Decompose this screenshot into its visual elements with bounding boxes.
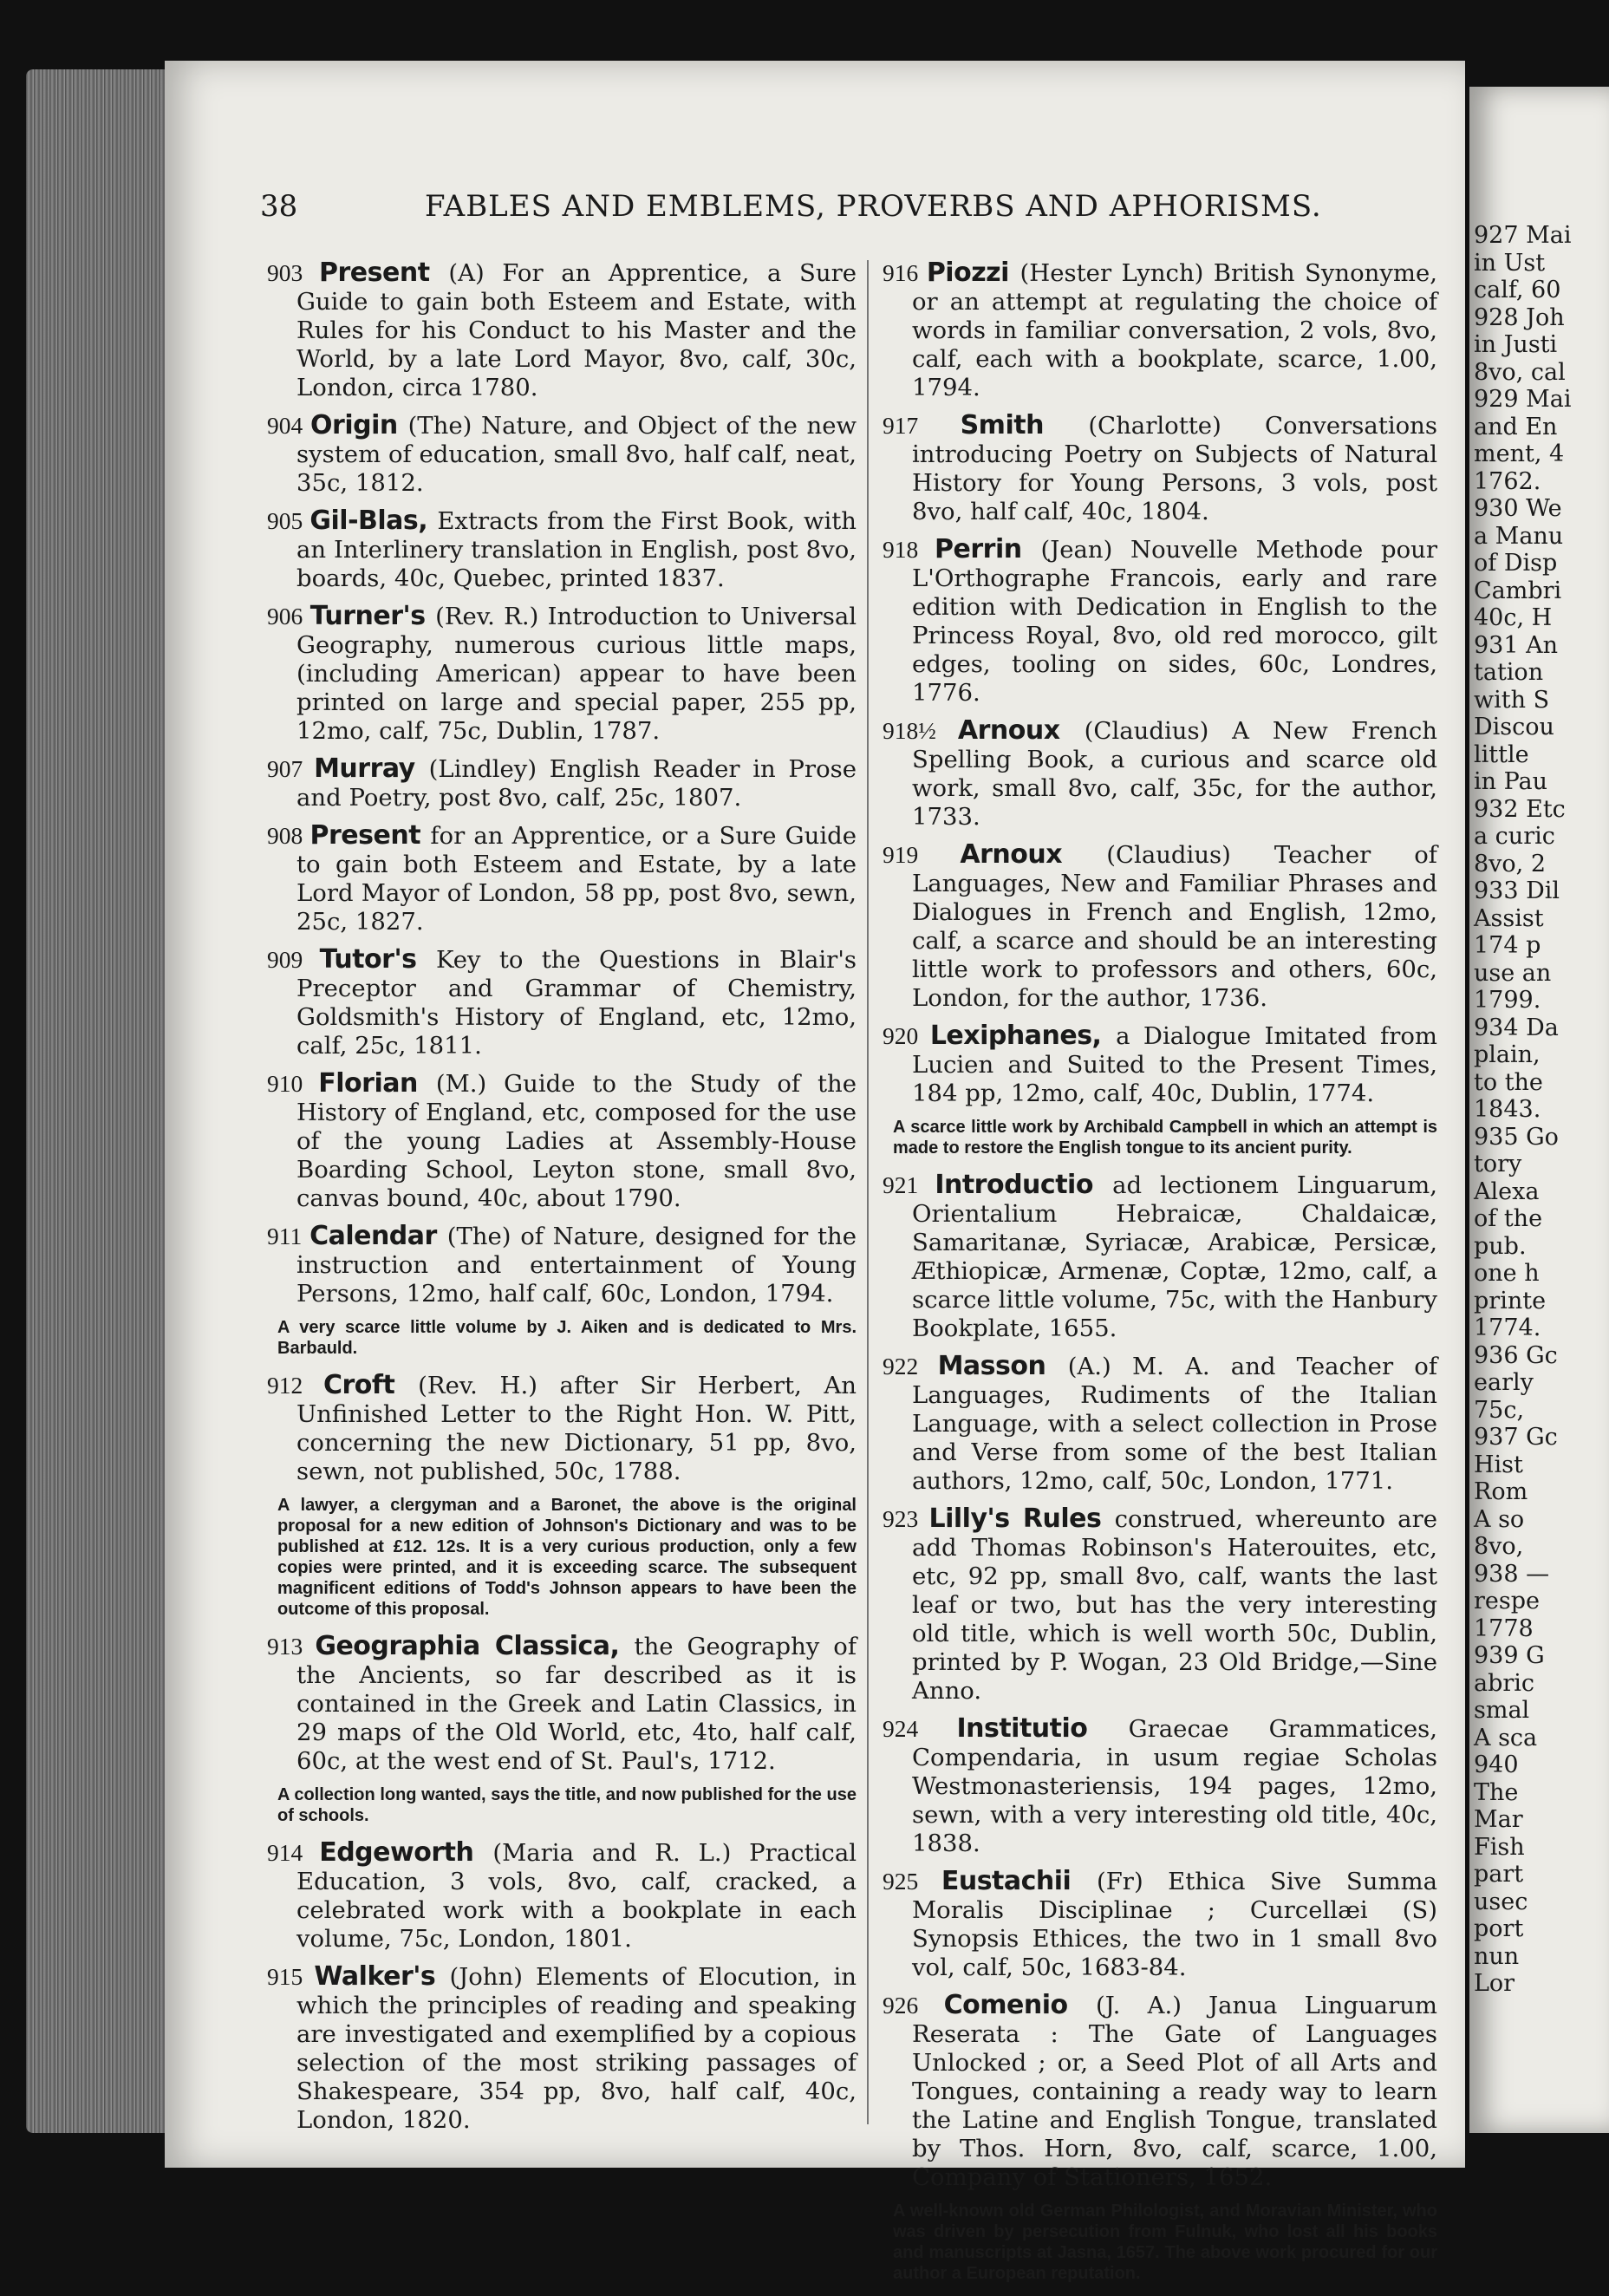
adjacent-page-fragment: 8vo, cal xyxy=(1474,358,1566,386)
entry-number: 917 xyxy=(883,412,961,439)
entry-heading: Masson xyxy=(937,1351,1068,1381)
entry-body xyxy=(267,821,857,936)
entry-body xyxy=(267,1962,857,2135)
adjacent-page-fragment: 932 Etc xyxy=(1474,795,1566,823)
page-header xyxy=(260,189,1456,241)
adjacent-page-fragment: 939 G xyxy=(1474,1642,1545,1669)
entry-number: 908 xyxy=(267,822,310,849)
adjacent-page-fragment: 937 Gc xyxy=(1474,1424,1558,1451)
entry-body xyxy=(267,411,857,498)
adjacent-page-fragment: 936 Gc xyxy=(1474,1341,1558,1369)
entry-body xyxy=(267,1222,857,1308)
adjacent-page-fragment: 927 Mai xyxy=(1474,222,1572,249)
adjacent-page-fragment: Rom xyxy=(1474,1478,1528,1505)
adjacent-page-fragment: one h xyxy=(1474,1260,1540,1287)
adjacent-page-fragment: printe xyxy=(1474,1287,1547,1314)
adjacent-page-fragment: usec xyxy=(1474,1888,1528,1915)
entry-heading: Walker's xyxy=(314,1961,450,1992)
adjacent-page-fragment: and En xyxy=(1474,413,1558,440)
entry-description: (Lindley) English Reader in Prose and Poetry, post 8vo, calf, 25c, 1807. xyxy=(296,755,857,812)
adjacent-page-fragment: tory xyxy=(1474,1151,1522,1177)
entry-note: A very scarce little volume by J. Aiken and is dedicated to Mrs. Barbauld. xyxy=(277,1318,857,1358)
adjacent-page-fragment: 928 Joh xyxy=(1474,303,1565,331)
adjacent-page-fragment: 929 Mai xyxy=(1474,386,1572,413)
adjacent-page-fragment: 1778 xyxy=(1474,1614,1534,1642)
catalog-entry xyxy=(883,716,1437,832)
adjacent-page-fragment: to the xyxy=(1474,1068,1543,1096)
entry-body xyxy=(267,506,857,593)
entry-description: (Hester Lynch) British Synonyme, or an attempt at regulating the choice of words in familiar conversation, 2 vols, 8vo, calf, each with a bookplate, scarce, 1.00, 1794. xyxy=(912,259,1438,401)
catalog-entry xyxy=(883,1714,1437,1858)
catalog-entry xyxy=(267,506,857,593)
entry-description: Graecae Grammatices, Compendaria, in usum regiae Scholas Westmonasteriensis, 194 pages, 12mo, sewn, with a very interesting old title, 40c, 1838. xyxy=(912,1715,1438,1857)
entry-body xyxy=(883,1714,1437,1858)
entry-heading: Edgeworth xyxy=(319,1837,493,1868)
entry-number: 919 xyxy=(883,841,961,868)
entry-heading: Arnoux xyxy=(960,839,1107,870)
entry-heading: Murray xyxy=(314,753,429,784)
page-number: 38 xyxy=(260,189,298,224)
catalog-entry xyxy=(267,1222,857,1308)
entry-heading: Piozzi xyxy=(926,258,1020,288)
adjacent-page-fragment: plain, xyxy=(1474,1041,1541,1068)
catalog-entry xyxy=(267,258,857,402)
catalog-entry xyxy=(883,840,1437,1013)
adjacent-page-fragment: 1843. xyxy=(1474,1096,1541,1123)
entry-number: 909 xyxy=(267,946,320,973)
entry-number: 926 xyxy=(883,1992,944,2019)
entry-heading: Tutor's xyxy=(319,944,436,975)
entry-body xyxy=(267,1838,857,1954)
entry-description: Extracts from the First Book, with an Interlinery translation in English, post 8vo, boards, 40c, Quebec, printed 1837. xyxy=(296,507,857,592)
adjacent-page-fragment: Mar xyxy=(1474,1806,1523,1833)
right-column xyxy=(883,258,1437,2296)
adjacent-page-fragment: port xyxy=(1474,1915,1524,1942)
catalog-entry xyxy=(883,1021,1437,1108)
catalog-entry xyxy=(267,1632,857,1776)
adjacent-page-fragment: Hist xyxy=(1474,1451,1523,1478)
entry-description: (A.) M. A. and Teacher of Languages, Rudiments of the Italian Language, with a select collection in Prose and Verse from some of the best Italian authors, 12mo, calf, 50c, London, 1771. xyxy=(912,1353,1437,1495)
adjacent-page-fragment: Fish xyxy=(1474,1833,1525,1861)
catalog-entry xyxy=(883,1171,1437,1343)
entry-body xyxy=(883,258,1437,402)
entry-description: (Fr) Ethica Sive Summa Moralis Disciplinae ; Curcellæi (S) Synopsis Ethices, the two in 1 small 8vo vol, calf, 50c, 1683-84. xyxy=(912,1868,1437,1981)
entry-number: 906 xyxy=(267,603,310,629)
adjacent-page-fragment: 931 An xyxy=(1474,631,1559,659)
entry-heading: Florian xyxy=(318,1068,436,1099)
entry-number: 911 xyxy=(267,1223,310,1249)
catalog-entry xyxy=(267,602,857,746)
adjacent-page-fragment: Lor xyxy=(1474,1970,1515,1997)
adjacent-page-fragment: use an xyxy=(1474,959,1552,987)
entry-body xyxy=(267,754,857,812)
entry-heading: Introductio xyxy=(935,1170,1113,1200)
entry-description: the Geography of the Ancients, so far described as it is contained in the Greek and Latin Classics, in 29 maps of the Old World, etc, 4to, half calf, 60c, at the west end of St. Paul's, 1712. xyxy=(296,1633,857,1775)
adjacent-page-fragment: 1762. xyxy=(1474,467,1541,495)
adjacent-page-fragment: of Disp xyxy=(1474,550,1558,577)
catalog-entry xyxy=(267,411,857,498)
entry-note: A collection long wanted, says the title, and now published for the use of schools. xyxy=(277,1785,857,1825)
adjacent-page-fragment: Alexa xyxy=(1474,1177,1540,1205)
entry-description: (Claudius) A New French Spelling Book, a curious and scarce old work, small 8vo, calf, 35c, for the author, 1733. xyxy=(912,717,1437,831)
entry-description: (Claudius) Teacher of Languages, New and Familiar Phrases and Dialogues in French and English, 12mo, calf, a scarce and should be an interesting little work to professors and others, 60c, London, for the author, 1736. xyxy=(912,841,1437,1012)
entry-body xyxy=(883,1867,1437,1982)
adjacent-page-fragment: 1774. xyxy=(1474,1314,1541,1341)
entry-heading: Present xyxy=(319,258,449,288)
entry-body xyxy=(267,945,857,1060)
entry-number: 907 xyxy=(267,755,315,782)
entry-body xyxy=(883,840,1437,1013)
catalog-entry xyxy=(883,258,1437,402)
entry-number: 903 xyxy=(267,259,320,286)
catalog-entry xyxy=(883,1867,1437,1982)
entry-heading: Calendar xyxy=(309,1221,447,1251)
entry-body xyxy=(267,258,857,402)
adjacent-page-fragment: in Justi xyxy=(1474,331,1558,358)
entry-body xyxy=(883,1991,1437,2192)
entry-heading: Perrin xyxy=(935,534,1041,564)
entry-body xyxy=(883,1171,1437,1343)
catalog-entry xyxy=(883,1504,1437,1706)
adjacent-page-fragment: 934 Da xyxy=(1474,1014,1559,1041)
adjacent-page-fragment: 935 Go xyxy=(1474,1123,1559,1151)
running-title: FABLES AND EMBLEMS, PROVERBS AND APHORISMS. xyxy=(425,189,1322,224)
entry-body xyxy=(267,1069,857,1213)
entry-body xyxy=(267,1632,857,1776)
entry-description: ad lectionem Linguarum, Orientalium Hebraicæ, Chaldaicæ, Samaritanæ, Syriacæ, Arabicæ, Persicæ, Æthiopicæ, Armenæ, Coptæ, 12mo, calf, a scarce little volume, 75c, with the Hanbury Bookplate, 1655. xyxy=(912,1171,1438,1342)
entry-description: a Dialogue Imitated from Lucien and Suited to the Present Times, 184 pp, 12mo, calf, 40c, Dublin, 1774. xyxy=(912,1022,1437,1107)
adjacent-page-fragment: tation xyxy=(1474,659,1544,686)
entry-heading: Gil-Blas, xyxy=(309,506,438,536)
entry-number: 915 xyxy=(267,1963,315,1990)
adjacent-page-fragment: a curic xyxy=(1474,823,1555,850)
adjacent-page-fragment: in Ust xyxy=(1474,249,1546,277)
entry-number: 922 xyxy=(883,1353,938,1380)
entry-heading: Lilly's Rules xyxy=(928,1503,1115,1534)
column-divider xyxy=(867,260,869,2124)
entry-body xyxy=(883,1021,1437,1108)
adjacent-page-fragment: respe xyxy=(1474,1588,1541,1614)
entry-description: (Charlotte) Conversations introducing Poetry on Subjects of Natural History for Young Persons, 3 vols, post 8vo, half calf, 40c, 1804. xyxy=(912,412,1437,525)
entry-number: 923 xyxy=(883,1505,929,1532)
adjacent-page-fragment: calf, 60 xyxy=(1474,277,1561,303)
entry-number: 905 xyxy=(267,507,310,534)
adjacent-page-fragment: part xyxy=(1474,1861,1524,1888)
adjacent-page-fragment: 8vo, xyxy=(1474,1533,1524,1560)
entry-body xyxy=(883,535,1437,708)
catalog-entry xyxy=(267,754,857,812)
adjacent-page-fragment: 174 p xyxy=(1474,932,1541,959)
entry-description: for an Apprentice, or a Sure Guide to gain both Esteem and Estate, by a late Lord Mayor of London, 58 pp, post 8vo, sewn, 25c, 1827. xyxy=(296,822,857,936)
entry-number: 910 xyxy=(267,1070,319,1097)
entry-heading: Comenio xyxy=(943,1990,1097,2020)
adjacent-page-fragment: early xyxy=(1474,1369,1534,1396)
entry-heading: Turner's xyxy=(309,601,436,631)
left-column xyxy=(267,258,857,2143)
adjacent-page-fragment: of the xyxy=(1474,1205,1543,1232)
entry-description: (A) For an Apprentice, a Sure Guide to gain both Esteem and Estate, with Rules for his Conduct to his Master and the World, by a late Lord Mayor, 8vo, calf, 30c, London, circa 1780. xyxy=(296,259,857,401)
adjacent-page-fragment: smal xyxy=(1474,1697,1530,1724)
adjacent-page-fragment: A sca xyxy=(1474,1724,1538,1751)
adjacent-page-fragment: Discou xyxy=(1474,714,1554,740)
entry-heading: Eustachii xyxy=(941,1866,1097,1896)
entry-body xyxy=(267,1371,857,1486)
entry-number: 924 xyxy=(883,1715,957,1742)
entry-number: 918 xyxy=(883,536,935,563)
adjacent-page-fragment: a Manu xyxy=(1474,522,1564,550)
entry-number: 916 xyxy=(883,259,927,286)
adjacent-page-fragment: The xyxy=(1474,1778,1519,1806)
adjacent-page-fragment: 933 Dil xyxy=(1474,877,1560,904)
catalog-entry xyxy=(267,1371,857,1486)
entry-heading: Croft xyxy=(323,1370,419,1400)
entry-note: A lawyer, a clergyman and a Baronet, the above is the original proposal for a new edition of Johnson's Dictionary and was to be published at £12. 12s. It is a very curious production, only a few copies were printed, and it is exceeding scarce. The subsequent magnificent editions of Todd's Johnson appears to have been the outcome of this proposal. xyxy=(277,1496,857,1619)
adjacent-page-fragment: ment, 4 xyxy=(1474,440,1565,467)
adjacent-page-fragment: 1799. xyxy=(1474,987,1541,1014)
adjacent-page-fragment: Cambri xyxy=(1474,577,1562,604)
catalog-entry xyxy=(267,1069,857,1213)
adjacent-page-fragment: Assist xyxy=(1474,904,1544,932)
entry-description: Key to the Questions in Blair's Preceptor and Grammar of Chemistry, Goldsmith's History of England, etc, 12mo, calf, 25c, 1811. xyxy=(296,946,857,1060)
catalog-entry xyxy=(267,821,857,936)
catalog-entry xyxy=(267,1962,857,2135)
entry-number: 921 xyxy=(883,1171,935,1198)
entry-description: (Rev. H.) after Sir Herbert, An Unfinished Letter to the Right Hon. W. Pitt, concerning the new Dictionary, 51 pp, 8vo, sewn, not published, 50c, 1788. xyxy=(296,1372,857,1485)
entry-note: A scarce little work by Archibald Campbell in which an attempt is made to restore the English tongue to its ancient purity. xyxy=(893,1118,1437,1158)
adjacent-page-fragment: pub. xyxy=(1474,1232,1527,1260)
entry-body xyxy=(883,411,1437,526)
catalog-entry xyxy=(267,1838,857,1954)
adjacent-page-fragment: 938 — xyxy=(1474,1560,1550,1588)
entry-number: 920 xyxy=(883,1022,930,1049)
entry-description: (John) Elements of Elocution, in which the principles of reading and speaking are investigated and exemplified by a copious selection of the most striking passages of Shakespeare, 354 pp, 8vo, half calf, 40c, London, 1820. xyxy=(296,1963,857,2134)
adjacent-page-fragment: 40c, H xyxy=(1474,604,1553,631)
entry-description: (Rev. R.) Introduction to Universal Geography, numerous curious little maps, (including American) appear to have been printed on large and special paper, 255 pp, 12mo, calf, 75c, Dublin, 1787. xyxy=(296,603,857,745)
adjacent-page-fragment: 930 We xyxy=(1474,495,1562,522)
book-page-edges xyxy=(26,69,173,2133)
adjacent-page-fragment: in Pau xyxy=(1474,768,1548,795)
entry-note: A well-known old German Philologist, and Moravian Minister, who was driven by persecution from Fulnuk, who lost all his books and manuscripts at Jasna, 1657. The above work procured for our author a European reputation. xyxy=(893,2201,1437,2283)
entry-heading: Present xyxy=(309,820,431,851)
entry-body xyxy=(883,1352,1437,1496)
entry-number: 913 xyxy=(267,1633,316,1660)
entry-description: (J. A.) Janua Linguarum Reserata : The Gate of Languages Unlocked ; or, a Seed Plot of all Arts and Tongues, containing a ready way to learn the Latine and English Tongue, translated by Thos. Horn, 8vo, calf, scarce, 1.00, Company of Stationers, 1652. xyxy=(912,1992,1438,2191)
entry-heading: Institutio xyxy=(956,1713,1129,1744)
adjacent-page-fragment: A so xyxy=(1474,1505,1525,1533)
adjacent-page-fragment: 75c, xyxy=(1474,1396,1525,1424)
entry-description: (The) Nature, and Object of the new system of education, small 8vo, half calf, neat, 35c, 1812. xyxy=(296,412,857,497)
adjacent-page-fragment: 940 xyxy=(1474,1751,1519,1778)
entry-description: (Maria and R. L.) Practical Education, 3 vols, 8vo, calf, cracked, a celebrated work with a bookplate in each volume, 75c, London, 1801. xyxy=(296,1839,857,1953)
entry-description: (The) of Nature, designed for the instruction and entertainment of Young Persons, 12mo, half calf, 60c, London, 1794. xyxy=(296,1223,857,1308)
entry-number: 918½ xyxy=(883,717,958,744)
adjacent-page-fragment: 8vo, 2 xyxy=(1474,850,1547,877)
adjacent-page-fragment: with S xyxy=(1474,686,1550,714)
catalog-entry xyxy=(883,1352,1437,1496)
entry-heading: Origin xyxy=(310,410,408,440)
entry-heading: Smith xyxy=(960,410,1089,440)
adjacent-page-fragment: little xyxy=(1474,740,1529,768)
entry-description: construed, whereunto are add Thomas Robinson's Haterouites, etc, etc, 92 pp, small 8vo, calf, wants the last leaf or two, but has the very interesting old title, which is well worth 50c, Dublin, printed by P. Wogan, 23 Old Bridge,—Sine Anno. xyxy=(912,1505,1437,1705)
entry-number: 914 xyxy=(267,1839,320,1866)
entry-number: 912 xyxy=(267,1372,323,1399)
entry-number: 925 xyxy=(883,1868,941,1895)
catalog-entry xyxy=(883,535,1437,708)
adjacent-page-fragment: nun xyxy=(1474,1942,1520,1970)
entry-description: (Jean) Nouvelle Methode pour L'Orthographe Francois, early and rare edition with Dedication in English to the Princess Royal, 8vo, old red morocco, gilt edges, tooling on sides, 60c, Londres, 1776. xyxy=(912,536,1437,707)
entry-heading: Geographia Classica, xyxy=(315,1631,635,1661)
catalog-entry xyxy=(883,1991,1437,2192)
entry-heading: Arnoux xyxy=(957,715,1085,746)
entry-body xyxy=(883,1504,1437,1706)
entry-body xyxy=(267,602,857,746)
entry-description: (M.) Guide to the Study of the History of England, etc, composed for the use of the young Ladies at Assembly-House Boarding School, Leyton stone, small 8vo, canvas bound, 40c, about 1790. xyxy=(296,1070,857,1212)
entry-heading: Lexiphanes, xyxy=(929,1021,1117,1051)
entry-body xyxy=(883,716,1437,832)
catalog-entry xyxy=(883,411,1437,526)
entry-number: 904 xyxy=(267,412,311,439)
adjacent-page-fragment: abric xyxy=(1474,1669,1535,1697)
catalog-entry xyxy=(267,945,857,1060)
